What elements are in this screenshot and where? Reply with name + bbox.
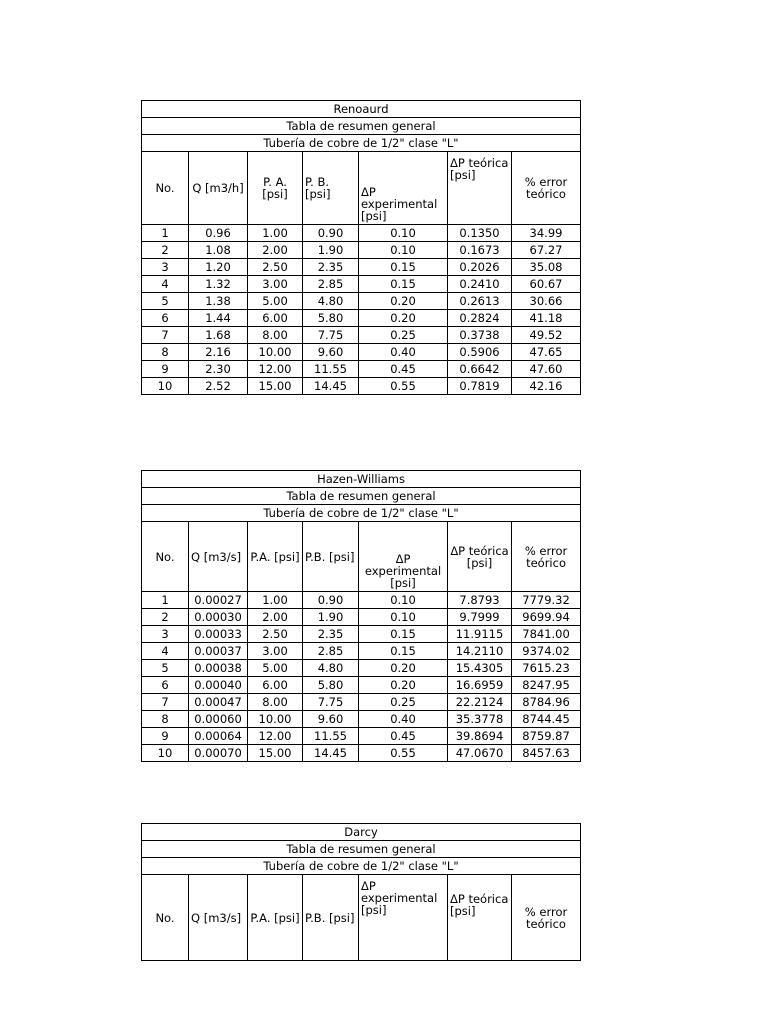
table-cell: 9374.02 [512,643,581,660]
table-cell: 0.10 [359,609,448,626]
table-cell: 0.90 [303,225,359,242]
table-cell: 0.2026 [448,259,512,276]
header-pressure-a: P. A. [psi] [248,152,303,225]
table-row [142,592,581,609]
table-cell: 8 [142,344,189,361]
header-pressure-b: P. B. [psi] [303,152,359,225]
table-cell: 0.3738 [448,327,512,344]
table-cell: 8.00 [248,694,303,711]
table-cell: 47.65 [512,344,581,361]
table-subtitle: Tabla de resumen general [142,841,581,858]
table-cell: 9.60 [303,711,359,728]
table-cell: 47.60 [512,361,581,378]
darcy-table [141,823,581,961]
header-pressure-b: P.B. [psi] [303,522,359,592]
table-row [142,225,581,242]
table-cell: 2.00 [248,609,303,626]
table-cell: 5.00 [248,293,303,310]
table-cell: 0.00038 [189,660,248,677]
table-cell: 2.85 [303,643,359,660]
header-error: % error teórico [512,152,581,225]
table-cell: 47.0670 [448,745,512,762]
table-cell: 5.80 [303,310,359,327]
table-pipe-description: Tubería de cobre de 1/2" clase "L" [142,505,581,522]
table-row [142,259,581,276]
table-cell: 2.85 [303,276,359,293]
table-cell: 1.90 [303,609,359,626]
table-cell: 2 [142,242,189,259]
table-row [142,344,581,361]
table-cell: 3.00 [248,276,303,293]
table-cell: 2.52 [189,378,248,395]
table-cell: 8.00 [248,327,303,344]
table-cell: 0.00030 [189,609,248,626]
table-cell: 0.45 [359,361,448,378]
table-cell: 6 [142,677,189,694]
table-cell: 14.45 [303,745,359,762]
table-cell: 60.67 [512,276,581,293]
table-cell: 0.10 [359,242,448,259]
table-cell: 0.00070 [189,745,248,762]
table-row [142,711,581,728]
table-cell: 0.00037 [189,643,248,660]
table-cell: 4 [142,643,189,660]
table-cell: 1.44 [189,310,248,327]
table-cell: 1.00 [248,592,303,609]
table-cell: 8784.96 [512,694,581,711]
table-cell: 0.2613 [448,293,512,310]
table-title: Renoaurd [142,101,581,118]
header-dp-experimental: ΔP experimental [psi] [359,875,448,961]
table-row [142,276,581,293]
table-subtitle: Tabla de resumen general [142,118,581,135]
header-pressure-b: P.B. [psi] [303,875,359,961]
table-cell: 7 [142,327,189,344]
header-error: % error teórico [512,522,581,592]
table-cell: 0.2410 [448,276,512,293]
table-cell: 2.35 [303,259,359,276]
table-cell: 1.38 [189,293,248,310]
table-cell: 9699.94 [512,609,581,626]
table-cell: 0.00047 [189,694,248,711]
table-cell: 0.15 [359,643,448,660]
table-cell: 10.00 [248,711,303,728]
table-cell: 2.00 [248,242,303,259]
table-cell: 0.10 [359,225,448,242]
header-dp-experimental: ΔP experimental [psi] [359,522,448,592]
table-cell: 0.20 [359,293,448,310]
table-cell: 0.5906 [448,344,512,361]
table-cell: 0.1673 [448,242,512,259]
table-cell: 6.00 [248,310,303,327]
table-cell: 5 [142,660,189,677]
table-title: Hazen-Williams [142,471,581,488]
table-cell: 1.00 [248,225,303,242]
table-cell: 2.35 [303,626,359,643]
table-cell: 10.00 [248,344,303,361]
table-cell: 7.75 [303,327,359,344]
table-row [142,361,581,378]
table-row [142,728,581,745]
header-no: No. [142,522,189,592]
header-flow: Q [m3/s] [189,522,248,592]
table-cell: 7615.23 [512,660,581,677]
table-row [142,327,581,344]
table-cell: 0.10 [359,592,448,609]
table-cell: 7.8793 [448,592,512,609]
table-cell: 1.32 [189,276,248,293]
table-cell: 35.3778 [448,711,512,728]
table-cell: 0.7819 [448,378,512,395]
table-row [142,660,581,677]
table-cell: 3.00 [248,643,303,660]
table-cell: 15.00 [248,745,303,762]
table-cell: 0.55 [359,378,448,395]
table-cell: 0.40 [359,711,448,728]
table-row [142,242,581,259]
table-cell: 8 [142,711,189,728]
table-cell: 11.55 [303,728,359,745]
table-row [142,643,581,660]
table-cell: 3 [142,259,189,276]
table-cell: 9.60 [303,344,359,361]
table-row [142,609,581,626]
table-cell: 1.20 [189,259,248,276]
table-cell: 0.6642 [448,361,512,378]
table-cell: 0.96 [189,225,248,242]
table-cell: 11.9115 [448,626,512,643]
header-no: No. [142,875,189,961]
header-dp-theoretical: ΔP teórica [psi] [448,152,512,225]
hazen-williams-table [141,470,581,762]
table-cell: 41.18 [512,310,581,327]
table-cell: 8744.45 [512,711,581,728]
table-pipe-description: Tubería de cobre de 1/2" clase "L" [142,135,581,152]
header-no: No. [142,152,189,225]
table-cell: 6.00 [248,677,303,694]
table-row [142,293,581,310]
table-row [142,745,581,762]
table-cell: 7.75 [303,694,359,711]
table-cell: 0.15 [359,259,448,276]
table-cell: 0.15 [359,626,448,643]
header-pressure-a: P.A. [psi] [248,522,303,592]
header-pressure-a: P.A. [psi] [248,875,303,961]
table-cell: 0.00060 [189,711,248,728]
table-cell: 49.52 [512,327,581,344]
table-cell: 7 [142,694,189,711]
table-cell: 1.90 [303,242,359,259]
header-flow: Q [m3/s] [189,875,248,961]
table-cell: 67.27 [512,242,581,259]
header-dp-theoretical: ΔP teórica [psi] [448,522,512,592]
table-cell: 16.6959 [448,677,512,694]
table-cell: 12.00 [248,361,303,378]
table-cell: 0.20 [359,677,448,694]
table-title: Darcy [142,824,581,841]
table-cell: 4.80 [303,660,359,677]
table-cell: 0.90 [303,592,359,609]
table-cell: 0.00064 [189,728,248,745]
table-cell: 0.00033 [189,626,248,643]
table-subtitle: Tabla de resumen general [142,488,581,505]
table-cell: 5.80 [303,677,359,694]
table-cell: 9 [142,361,189,378]
table-cell: 0.20 [359,310,448,327]
table-cell: 8759.87 [512,728,581,745]
table-cell: 42.16 [512,378,581,395]
table-cell: 39.8694 [448,728,512,745]
table-cell: 4.80 [303,293,359,310]
header-dp-experimental: ΔP experimental [psi] [359,152,448,225]
table-cell: 2.50 [248,259,303,276]
table-cell: 1 [142,592,189,609]
table-cell: 35.08 [512,259,581,276]
table-cell: 3 [142,626,189,643]
table-cell: 4 [142,276,189,293]
table-cell: 15.00 [248,378,303,395]
table-cell: 0.40 [359,344,448,361]
table-cell: 22.2124 [448,694,512,711]
table-cell: 0.55 [359,745,448,762]
table-cell: 1.08 [189,242,248,259]
table-cell: 10 [142,745,189,762]
table-cell: 0.00040 [189,677,248,694]
table-cell: 2.30 [189,361,248,378]
table-cell: 30.66 [512,293,581,310]
header-error: % error teórico [512,875,581,961]
table-cell: 0.2824 [448,310,512,327]
table-pipe-description: Tubería de cobre de 1/2" clase "L" [142,858,581,875]
table-row [142,378,581,395]
table-cell: 9 [142,728,189,745]
table-cell: 7779.32 [512,592,581,609]
table-cell: 1.68 [189,327,248,344]
table-cell: 0.00027 [189,592,248,609]
table-row [142,310,581,327]
table-row [142,677,581,694]
table-row [142,626,581,643]
table-cell: 5.00 [248,660,303,677]
header-dp-theoretical: ΔP teórica [psi] [448,875,512,961]
renoaurd-table [141,100,581,395]
table-cell: 34.99 [512,225,581,242]
table-cell: 14.2110 [448,643,512,660]
table-cell: 2 [142,609,189,626]
table-cell: 0.25 [359,327,448,344]
table-cell: 10 [142,378,189,395]
table-cell: 5 [142,293,189,310]
table-cell: 0.25 [359,694,448,711]
table-cell: 0.20 [359,660,448,677]
table-cell: 14.45 [303,378,359,395]
table-cell: 12.00 [248,728,303,745]
table-cell: 1 [142,225,189,242]
table-cell: 0.15 [359,276,448,293]
table-cell: 8247.95 [512,677,581,694]
table-cell: 6 [142,310,189,327]
table-cell: 7841.00 [512,626,581,643]
table-cell: 2.50 [248,626,303,643]
table-cell: 11.55 [303,361,359,378]
table-cell: 0.1350 [448,225,512,242]
table-row [142,694,581,711]
table-cell: 9.7999 [448,609,512,626]
table-cell: 0.45 [359,728,448,745]
table-cell: 2.16 [189,344,248,361]
table-cell: 15.4305 [448,660,512,677]
header-flow: Q [m3/h] [189,152,248,225]
table-cell: 8457.63 [512,745,581,762]
